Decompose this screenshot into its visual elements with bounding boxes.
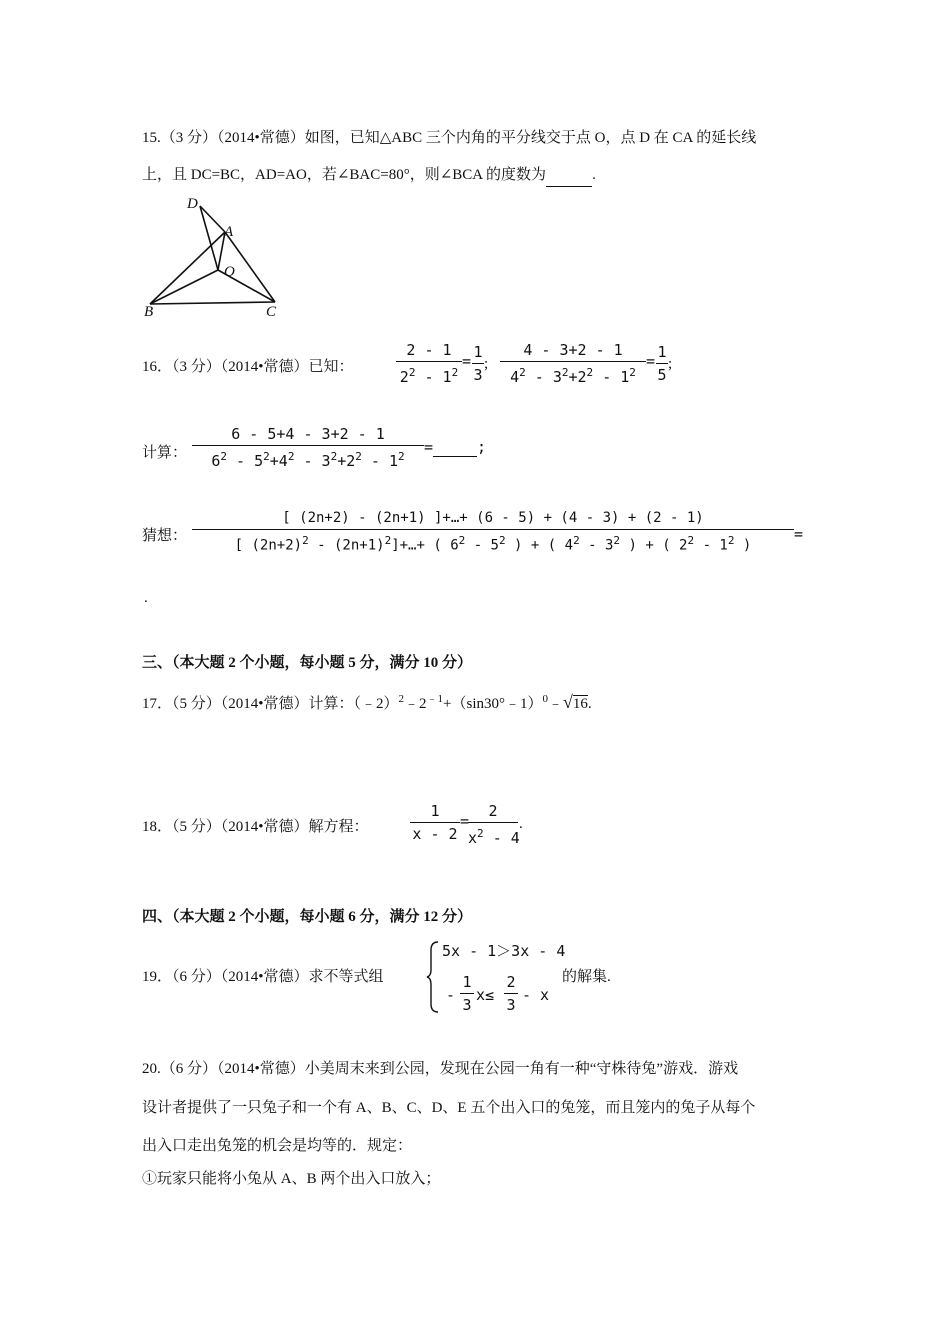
t: 2 xyxy=(629,366,636,379)
t: 2 xyxy=(727,534,735,547)
t: 5 xyxy=(657,366,667,384)
t: - 1 xyxy=(702,537,728,554)
q15-line1: 15.（3 分）（2014•常德）如图，已知△ABC 三个内角的平分线交于点 O，点 D 在 CA 的延长线 xyxy=(142,130,757,146)
t: 2 xyxy=(287,450,295,463)
q16-f1-num: 2 - 1 xyxy=(406,341,452,359)
edge-bo xyxy=(150,270,218,304)
edge-bc xyxy=(150,302,275,304)
q16-fraction-2 xyxy=(500,340,646,387)
edge-ba xyxy=(150,232,225,304)
t: 2 xyxy=(506,973,516,991)
t: 2 xyxy=(488,802,498,820)
q16-eq-3 xyxy=(424,438,486,457)
t: 2 xyxy=(302,534,309,547)
t: +4 xyxy=(269,452,288,470)
t: ; xyxy=(477,438,487,456)
t: 2 xyxy=(458,534,466,547)
t: x xyxy=(468,829,478,847)
q16-sep-2: ; xyxy=(668,356,673,372)
t: 1 xyxy=(430,802,440,820)
label-d: D xyxy=(187,196,198,212)
t: ) + ( 4 xyxy=(514,537,574,554)
triangle-figure xyxy=(140,192,290,322)
label-a: A xyxy=(224,224,234,240)
t: 2 xyxy=(355,450,362,463)
q18-eq: = xyxy=(460,812,470,830)
sqrt-sign: √ xyxy=(563,692,573,712)
t: = xyxy=(424,438,434,456)
t: ) xyxy=(742,537,752,554)
q16-sep-1: ; xyxy=(484,356,489,372)
q19-fraction-1 xyxy=(460,972,474,1015)
t xyxy=(500,363,646,387)
t: ﹣1 xyxy=(426,693,444,705)
t xyxy=(192,447,424,471)
q16-intro: 16．（3 分）（2014•常德）已知： xyxy=(142,359,354,375)
t: ﹣2 xyxy=(404,696,427,712)
t: - 4 xyxy=(492,829,520,847)
brace xyxy=(426,940,440,1014)
t: [ (2n+2) xyxy=(234,537,303,554)
t xyxy=(468,824,518,848)
label-c: C xyxy=(266,304,277,320)
t: - 5 xyxy=(473,537,499,554)
q16-fraction-1 xyxy=(396,340,462,387)
t: 2 xyxy=(330,450,338,463)
t: ]+…+ ( 6 xyxy=(391,537,459,554)
q16-result-2 xyxy=(656,342,668,385)
t: 2 xyxy=(384,534,392,547)
t: ﹣ xyxy=(548,696,564,712)
q15-line2-text: 上，且 DC=BC，AD=AO，若∠BAC=80°，则∠BCA 的度数为 xyxy=(142,167,547,183)
q19-ineq2-mid: x≤ xyxy=(476,986,495,1004)
t: 0 xyxy=(542,693,548,705)
t: 3 xyxy=(462,996,472,1014)
t: 2 xyxy=(573,534,580,547)
q20-line2: 设计者提供了一只兔子和一个有 A、B、C、D、E 五个出入口的兔笼，而且笼内的兔子从每个 xyxy=(142,1100,756,1116)
q16-guess-label: 猜想： xyxy=(142,528,188,544)
t: 16 xyxy=(572,696,588,712)
t: 2 xyxy=(408,366,416,379)
q16-period: . xyxy=(144,590,148,606)
q16-result-1 xyxy=(472,342,484,385)
label-b: B xyxy=(144,304,154,320)
t: 2 xyxy=(613,534,621,547)
q16-eq-2: = xyxy=(646,352,656,370)
q18-end: . xyxy=(519,816,523,832)
q16-f1-den xyxy=(396,363,462,387)
t: - 1 xyxy=(370,452,399,470)
t: 2 xyxy=(498,534,506,547)
t: 2 xyxy=(220,450,228,463)
t: - (2n+1) xyxy=(317,537,385,554)
t: - 3 xyxy=(534,368,562,386)
t: 1 xyxy=(462,973,472,991)
t: [ (2n+2) - (2n+1) ]+…+ (6 - 5) + (4 - 3) + (2 - 1) xyxy=(282,510,704,526)
t: 6 xyxy=(211,452,221,470)
q19-ineq2-post: - x xyxy=(522,986,550,1004)
t: +2 xyxy=(568,368,587,386)
q20-line1: 20.（6 分）（2014•常德）小美周末来到公园，发现在公园一角有一种“守株待兔”游戏．游戏 xyxy=(142,1061,739,1077)
q18-prefix: 18．（5 分）（2014•常德）解方程： xyxy=(142,819,369,835)
t: 2 xyxy=(451,366,459,379)
t: 2 xyxy=(398,693,405,705)
t: - 1 xyxy=(602,368,630,386)
t: - 5 xyxy=(236,452,264,470)
q19-ineq2-pre: - xyxy=(446,986,456,1004)
q19-fraction-2 xyxy=(504,972,518,1015)
t: - 1 xyxy=(424,368,452,386)
q15-line2-end: . xyxy=(592,167,596,183)
t: 4 - 3+2 - 1 xyxy=(523,341,623,359)
q16-eq-guess: = xyxy=(794,525,804,543)
q17-line xyxy=(142,688,592,715)
t: 3 xyxy=(473,366,483,384)
t: 2 xyxy=(477,827,484,840)
q19-suffix: 的解集. xyxy=(562,969,611,985)
t: 1 xyxy=(473,343,483,361)
t: - 3 xyxy=(303,452,331,470)
t: 17．（5 分）（2014•常德）计算：（﹣2） xyxy=(142,696,399,712)
t: 2 xyxy=(263,450,270,463)
label-o: O xyxy=(224,264,235,280)
answer-blank xyxy=(433,438,477,457)
t: x - 2 xyxy=(412,825,458,843)
answer-blank xyxy=(546,164,592,187)
q16-eq-1: = xyxy=(462,352,472,370)
t: 2 xyxy=(519,366,526,379)
t: 4 xyxy=(510,368,520,386)
t: . xyxy=(587,696,592,712)
q15-line2 xyxy=(142,164,596,187)
q16-fraction-3 xyxy=(192,424,424,471)
q18-fraction-1 xyxy=(410,801,460,844)
q16-fraction-guess xyxy=(192,508,794,556)
t: ) + ( 2 xyxy=(628,537,688,554)
section3-title: 三、（本大题 2 个小题，每小题 5 分，满分 10 分） xyxy=(142,655,473,671)
q20-line3: 出入口走出兔笼的机会是均等的．规定： xyxy=(142,1138,413,1154)
t: 2 xyxy=(687,534,695,547)
q20-line4: ①玩家只能将小兔从 A、B 两个出入口放入； xyxy=(142,1171,441,1187)
t xyxy=(192,531,794,556)
section4-title: 四、（本大题 2 个小题，每小题 6 分，满分 12 分） xyxy=(142,909,473,925)
t: 1 xyxy=(657,343,667,361)
t: - 3 xyxy=(588,537,614,554)
q19-inequality-1: 5x - 1＞3x - 4 xyxy=(442,942,566,960)
q16-compute-label: 计算： xyxy=(142,445,188,461)
t: +2 xyxy=(337,452,356,470)
t: 2 xyxy=(561,366,569,379)
q18-fraction-2 xyxy=(468,801,518,848)
t: 2 xyxy=(399,368,409,386)
q19-prefix: 19．（6 分）（2014•常德）求不等式组 xyxy=(142,969,384,985)
t: 2 xyxy=(398,450,405,463)
t: 2 xyxy=(586,366,594,379)
t: 3 xyxy=(506,996,516,1014)
t: 6 - 5+4 - 3+2 - 1 xyxy=(231,425,385,443)
t: +（sin30°﹣1） xyxy=(443,696,543,712)
